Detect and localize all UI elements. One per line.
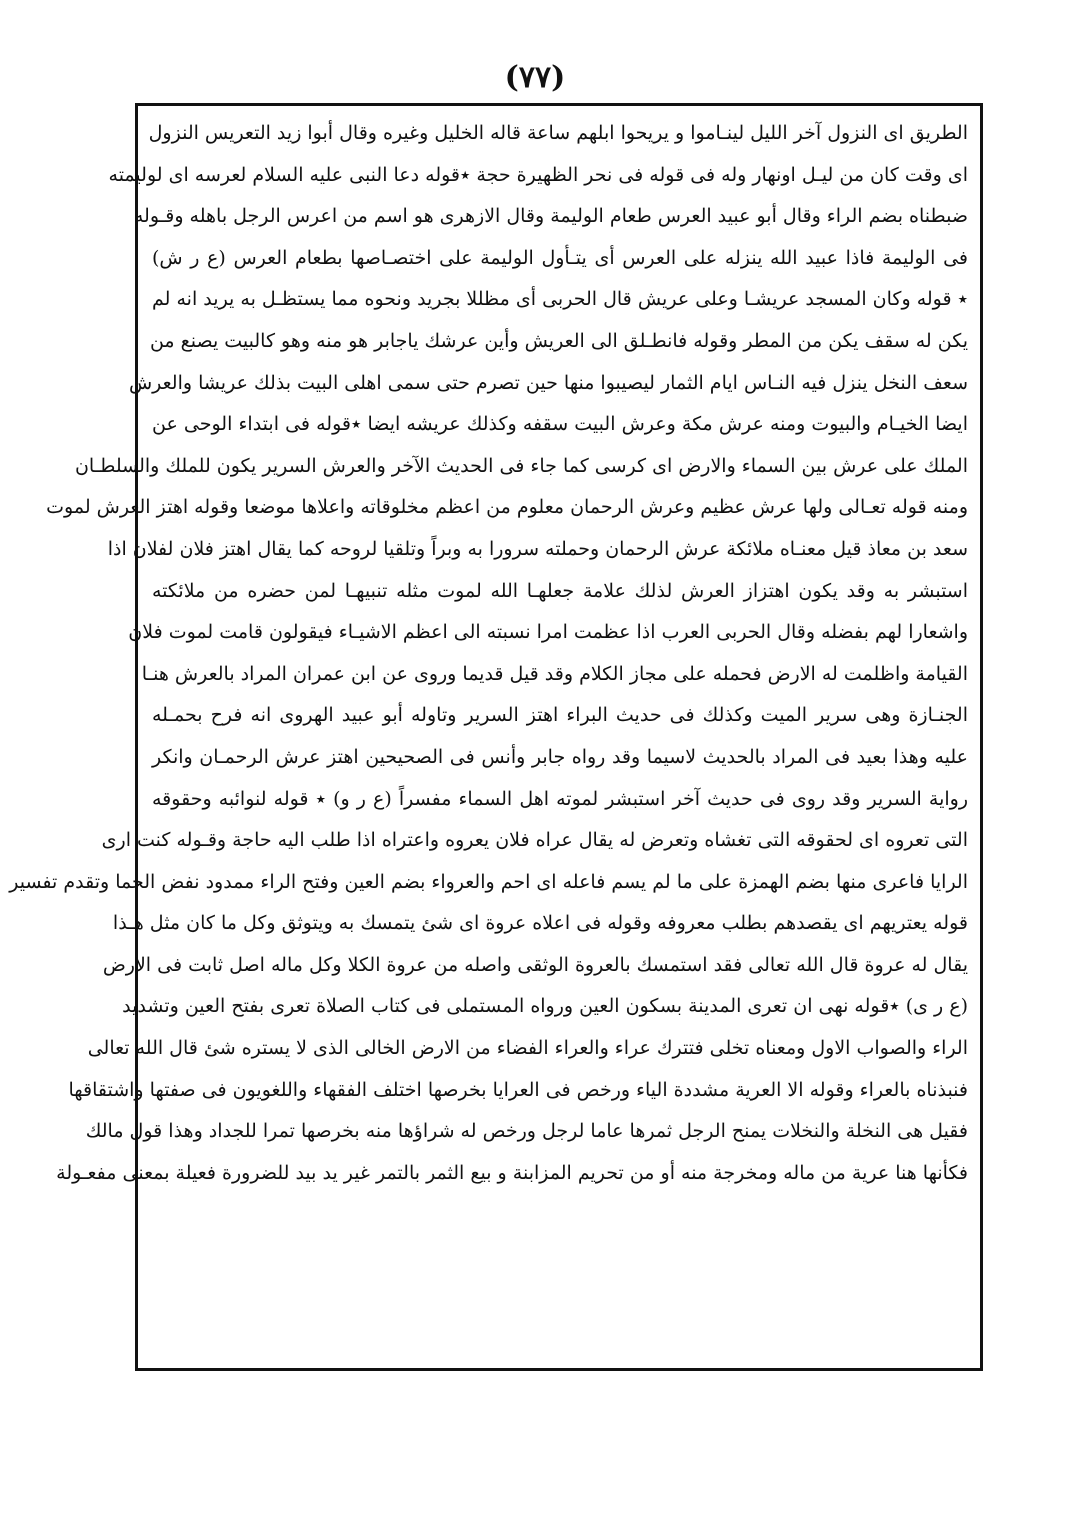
text-line: فنبذناه بالعراء وقوله الا العرية مشددة الياء ورخص فى العرايا بخرصها اختلف الفقهاء واللغويون فى صفتها واشتقاقها [68,1078,968,1101]
text-line: ومنه قوله تعـالى ولها عرش عظيم وعرش الرحمان معلوم من اعظم مخلوقاته واعلاها موضعا وقوله اهتز العرش لموت [46,496,968,519]
text-line: التى تعروه اى لحقوقه التى تغشاه وتعرض له يقال عراه فلان يعروه واعتراه اذا طلب اليه حاجة وقـوله كنت ارى [101,829,968,852]
text-line: (ع ر ى) ٭قوله نهى ان تعرى المدينة بسكون العين ورواه المستملى فى كتاب الصلاة تعرى بفتح العين وتشديد [122,995,968,1018]
text-line: قوله يعتريهم اى يقصدهم بطلب معروفه وقوله فى اعلاه عروة اى شئ يتمسك به ويتوثق وكل ما كان مثل هـذا [112,912,968,935]
text-line: يكن له سقف يكن من المطر وقوله فانطـلق الى العريش وأين عرشك ياجابر هو منه وهو كالبيت يصنع من [149,329,968,352]
text-line: الجنـازة وهى سرير الميت وكذلك فى حديث البراء اهتز السرير وتاوله أبو عبيد الهروى انه فرح بحمـله [152,704,968,727]
text-line: ضبطناه بضم الراء وقال أبو عبيد العرس طعام الوليمة وقال الازهرى هو اسم من اعرس الرجل باهله وقـوله [133,205,968,228]
text-line: فى الوليمة فاذا عبيد الله ينزله على العرس أى يتـأول الوليمة على اختصـاصها بطعام العرس (ع ر ش) [152,246,968,269]
page-body [9,113,968,1363]
text-line: ايضا الخيـام والبيوت ومنه عرش مكة وعرش البيت سقفه وكذلك عريشه ايضا ٭قوله فى ابتداء الوحى عن [152,413,968,436]
text-line: اى وقت كان من ليـل اونهار وله فى قوله فى نحر الظهيرة حجة ٭قوله دعا النبى عليه السلام لعرسه اى لوليمته [108,163,968,186]
text-line: الملك على عرش بين السماء والارض اى كرسى كما جاء فى الحديث الآخر والعرش السرير يكون للملك والسلطـان [74,454,968,477]
text-line: واشعارا لهم بفضله وقال الحربى العرب اذا عظمت امرا نسبته الى اعظم الاشيـاء فيقولون قامت لموت فلان [128,621,968,644]
text-line: عليه وهذا بعيد فى المراد بالحديث لاسيما وقد رواه جابر وأنس فى الصحيحين اهتز عرش الرحمـان وانكر [152,745,968,768]
text-line: الراء والصواب الاول ومعناه تخلى فتترك عراء والعراء الفضاء من الارض الخالى الذى لا يستره شئ قال الله تعالى [87,1037,968,1060]
text-line: فكأنها هنا عرية من ماله ومخرجة منه أو من تحريم المزابنة و بيع الثمر بالتمر غير يد بيد للضرورة فعيلة بمعنى مفعـولة [56,1161,968,1184]
text-line: استبشر به وقد يكون اهتزاز العرش لذلك علامة جعلهـا الله لموت مثله تنبيهـا لمن حضره من ملائكته [152,579,968,602]
text-line: يقال له عروة قال الله تعالى فقد استمسك بالعروة الوثقى واصله من عروة الكلا وكل ماله اصل ثابت فى الارض [102,953,968,976]
text-line: القيامة واظلمت له الارض فحمله على مجاز الكلام وقد قيل قديما وروى عن ابن عمران المراد بالعرش هنـا [141,662,968,685]
text-line: الطريق اى النزول آخر الليل لينـاموا و يريحوا ابلهم ساعة قاله الخليل وغيره وقال أبوا زيد التعريس النزول [148,122,968,144]
text-line: رواية السرير وقد روى فى حديث آخر استبشر لموته اهل السماء مفسراً (ع ر و) ٭ قوله لنوائبه وحقوقه [152,787,968,810]
text-line: فقيل هى النخلة والنخلات يمنح الرجل ثمرها عاما لرجل ورخص له شراؤها منه بخرصها تمرا للجداد وهذا قول مالك [85,1120,968,1143]
text-line: ٭ قوله وكان المسجد عريشـا وعلى عريش قال الحربى أى مظللا بجريد ونحوه مما يستظـل به يريد انه لم [152,288,968,311]
text-line: سعد بن معاذ قيل معنـاه ملائكة عرش الرحمان وحملته سرورا به وبراً وتلقيا لروحه كما يقال اهتز فلان لفلان اذا [107,537,968,560]
text-line: الرايا فاعرى منها بضم الهمزة على ما لم يسم فاعله اى احم والعرواء بضم العين وفتح الراء ممدود نفض الحما وتقدم تفسير [9,870,968,893]
page-number: (٧٧) [504,60,566,95]
text-line: سعف النخل ينزل فيه النـاس ايام الثمار ليصيبوا منها حين تصرم حتى سمى اهلى البيت بذلك عريشا والعرش [128,371,968,394]
